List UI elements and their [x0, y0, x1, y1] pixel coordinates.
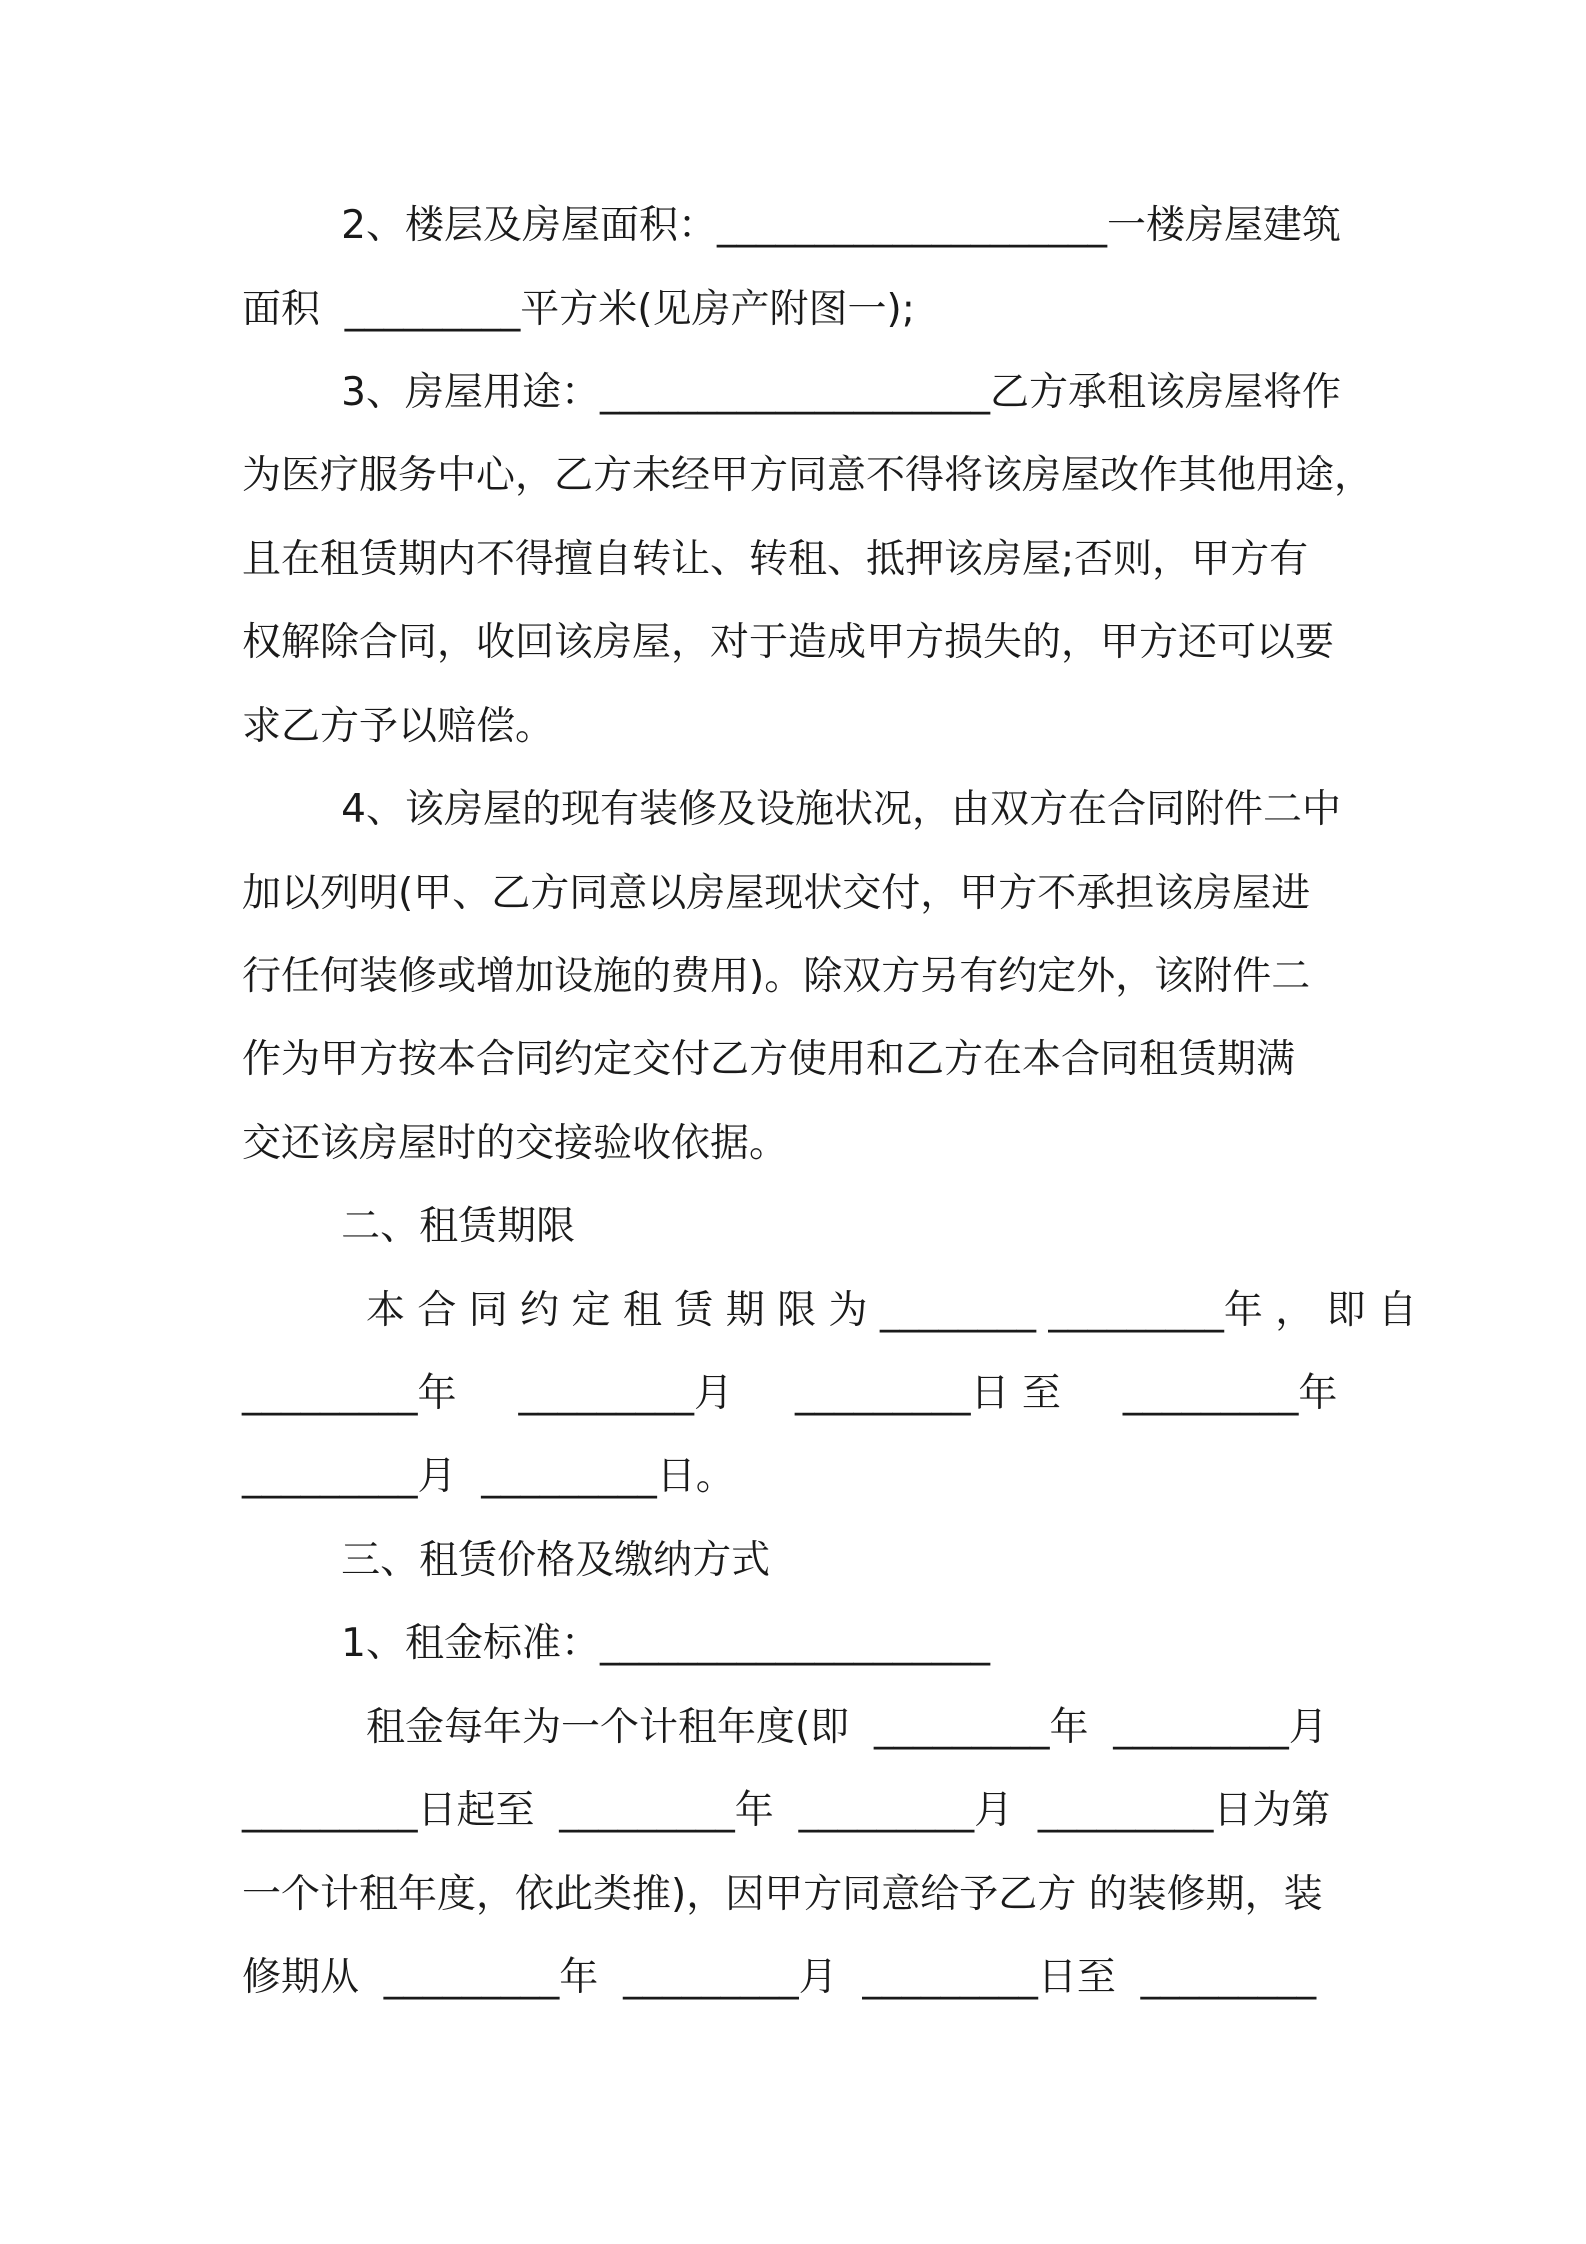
text-line: 交还该房屋时的交接验收依据。 — [242, 1121, 789, 1166]
text-line: _________月 _________日。 — [242, 1454, 735, 1499]
text-line: 行任何装修或增加设施的费用)。除双方另有约定外，该附件二 — [242, 954, 1311, 999]
text-line: 面积 _________平方米(见房产附图一); — [242, 287, 915, 332]
text-line: 租金每年为一个计租年度(即 _________年 _________月 — [242, 1705, 1328, 1750]
text-line: 修期从 _________年 _________月 _________日至 _________ — [242, 1955, 1317, 2000]
text-line: 本 合 同 约 定 租 赁 期 限 为 ________ _________年 ， 即 自 — [242, 1288, 1418, 1333]
text-line: 加以列明(甲、乙方同意以房屋现状交付，甲方不承担该房屋进 — [242, 871, 1311, 916]
text-line: 作为甲方按本合同约定交付乙方使用和乙方在本合同租赁期满 — [242, 1037, 1296, 1082]
text-line: 一个计租年度，依此类推)，因甲方同意给予乙方 的装修期，装 — [242, 1872, 1323, 1917]
text-line: 3、房屋用途：____________________乙方承租该房屋将作 — [242, 370, 1341, 415]
text-line: _________年 _________月 _________日 至 _________年 — [242, 1371, 1338, 1416]
section-heading: 二、租赁期限 — [242, 1204, 576, 1249]
text-line: 求乙方予以赔偿。 — [242, 704, 555, 749]
text-line: _________日起至 _________年 _________月 _________日为第 — [242, 1788, 1331, 1833]
text-line: 且在租赁期内不得擅自转让、转租、抵押该房屋;否则，甲方有 — [242, 537, 1309, 582]
text-line: 权解除合同，收回该房屋，对于造成甲方损失的，甲方还可以要 — [242, 620, 1335, 665]
text-line: 为医疗服务中心，乙方未经甲方同意不得将该房屋改作其他用途， — [242, 453, 1374, 498]
section-heading: 三、租赁价格及缴纳方式 — [242, 1538, 771, 1583]
text-line: 1、租金标准：____________________ — [242, 1621, 990, 1666]
text-line: 4、该房屋的现有装修及设施状况，由双方在合同附件二中 — [242, 787, 1341, 832]
text-line: 2、楼层及房屋面积：____________________一楼房屋建筑 — [242, 203, 1341, 248]
